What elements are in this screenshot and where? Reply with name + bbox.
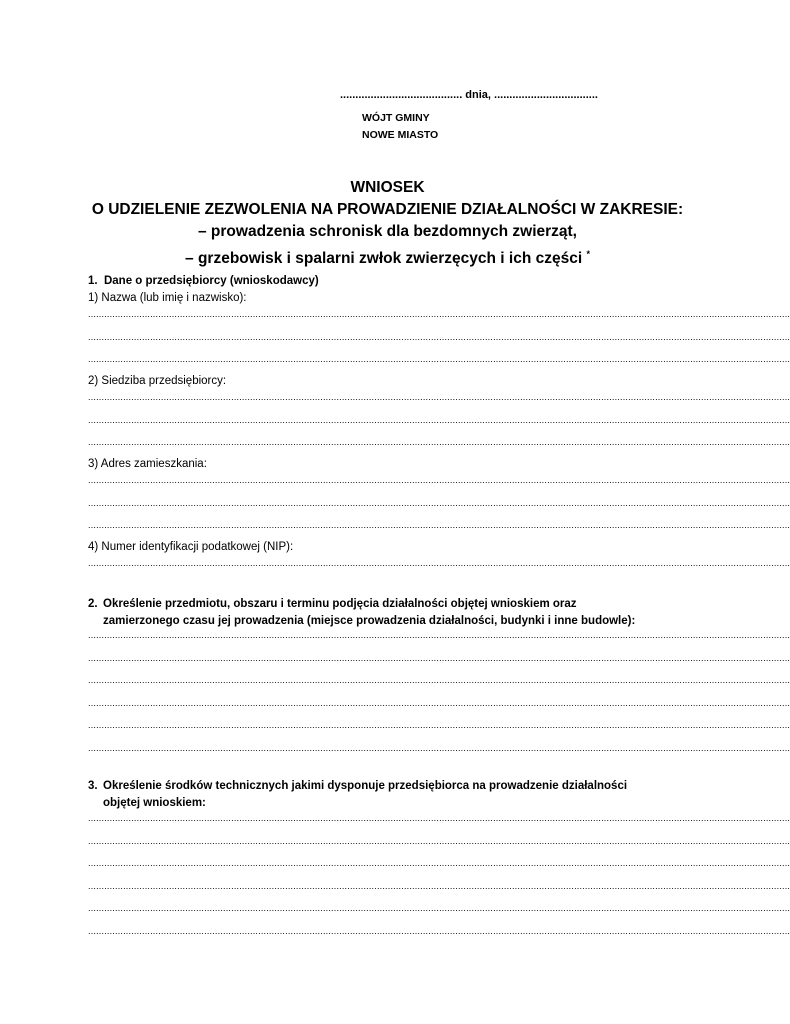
section-3-line-3[interactable]: .................................................................................................................................................................................................................................................................... — [88, 858, 790, 868]
footnote-mark: * — [586, 249, 590, 259]
field-label-name: 1) Nazwa (lub imię i nazwisko): — [88, 292, 247, 304]
section-2-line-3[interactable]: .................................................................................................................................................................................................................................................................... — [88, 675, 790, 685]
section-3-line-6[interactable]: .................................................................................................................................................................................................................................................................... — [88, 926, 790, 936]
section-3-line-1[interactable]: .................................................................................................................................................................................................................................................................... — [88, 813, 790, 823]
addressee-line-1: WÓJT GMINY — [362, 112, 430, 124]
section-2-line-4[interactable]: .................................................................................................................................................................................................................................................................... — [88, 698, 790, 708]
section-2-line-6[interactable]: .................................................................................................................................................................................................................................................................... — [88, 743, 790, 753]
field-line-name-1[interactable]: .................................................................................................................................................................................................................................................................... — [88, 309, 790, 319]
section-2-title-line-2: zamierzonego czasu jej prowadzenia (miejsce prowadzenia działalności, budynki i inne budowle): — [103, 615, 636, 627]
section-1-heading — [88, 275, 319, 287]
field-line-name-2[interactable]: .................................................................................................................................................................................................................................................................... — [88, 332, 790, 342]
field-label-seat: 2) Siedziba przedsiębiorcy: — [88, 375, 227, 387]
section-2-line-2[interactable]: .................................................................................................................................................................................................................................................................... — [88, 653, 790, 663]
section-2-heading — [88, 596, 638, 630]
section-2-line-1[interactable]: .................................................................................................................................................................................................................................................................... — [88, 630, 790, 640]
section-3-line-2[interactable]: .................................................................................................................................................................................................................................................................... — [88, 836, 790, 846]
field-line-seat-2[interactable]: .................................................................................................................................................................................................................................................................... — [88, 415, 790, 425]
section-2-number: 2. — [88, 598, 98, 610]
title-line-1: WNIOSEK — [350, 179, 425, 196]
field-line-address-2[interactable]: .................................................................................................................................................................................................................................................................... — [88, 498, 790, 508]
section-1-number: 1. — [88, 275, 98, 287]
title-line-2: O UDZIELENIE ZEZWOLENIA NA PROWADZIENIE DZIAŁALNOŚCI W ZAKRESIE: — [91, 201, 684, 218]
field-line-address-3[interactable]: .................................................................................................................................................................................................................................................................... — [88, 520, 790, 530]
section-3-title-line-1: Określenie środków technicznych jakimi dysponuje przedsiębiorca na prowadzenie działalności — [103, 780, 628, 792]
field-label-address: 3) Adres zamieszkania: — [88, 458, 207, 470]
section-3-heading — [88, 778, 638, 812]
field-line-nip-1[interactable]: .................................................................................................................................................................................................................................................................... — [88, 558, 790, 568]
field-line-seat-1[interactable]: .................................................................................................................................................................................................................................................................... — [88, 392, 790, 402]
document-title — [60, 177, 715, 270]
section-3-title-line-2: objętej wnioskiem: — [103, 797, 206, 809]
field-line-address-1[interactable]: .................................................................................................................................................................................................................................................................... — [88, 475, 790, 485]
section-3-line-5[interactable]: .................................................................................................................................................................................................................................................................... — [88, 903, 790, 913]
section-2-line-5[interactable]: .................................................................................................................................................................................................................................................................... — [88, 720, 790, 730]
field-line-name-3[interactable]: .................................................................................................................................................................................................................................................................... — [88, 354, 790, 364]
section-3-line-4[interactable]: .................................................................................................................................................................................................................................................................... — [88, 881, 790, 891]
field-label-nip: 4) Numer identyfikacji podatkowej (NIP): — [88, 541, 294, 553]
title-line-3: – prowadzenia schronisk dla bezdomnych zwierząt, — [198, 223, 577, 240]
section-2-title-line-1: Określenie przedmiotu, obszaru i terminu podjęcia działalności objętej wnioskiem oraz — [103, 598, 577, 610]
addressee-line-2: NOWE MIASTO — [362, 129, 439, 141]
title-line-4 — [60, 243, 715, 270]
title-line-4-text: – grzebowisk i spalarni zwłok zwierzęcych i ich części — [185, 250, 583, 268]
date-place-line: ........................................ dnia, .................................. — [340, 89, 598, 101]
section-1-title: Dane o przedsiębiorcy (wnioskodawcy) — [103, 275, 319, 287]
section-3-number: 3. — [88, 780, 98, 792]
field-line-seat-3[interactable]: .................................................................................................................................................................................................................................................................... — [88, 437, 790, 447]
